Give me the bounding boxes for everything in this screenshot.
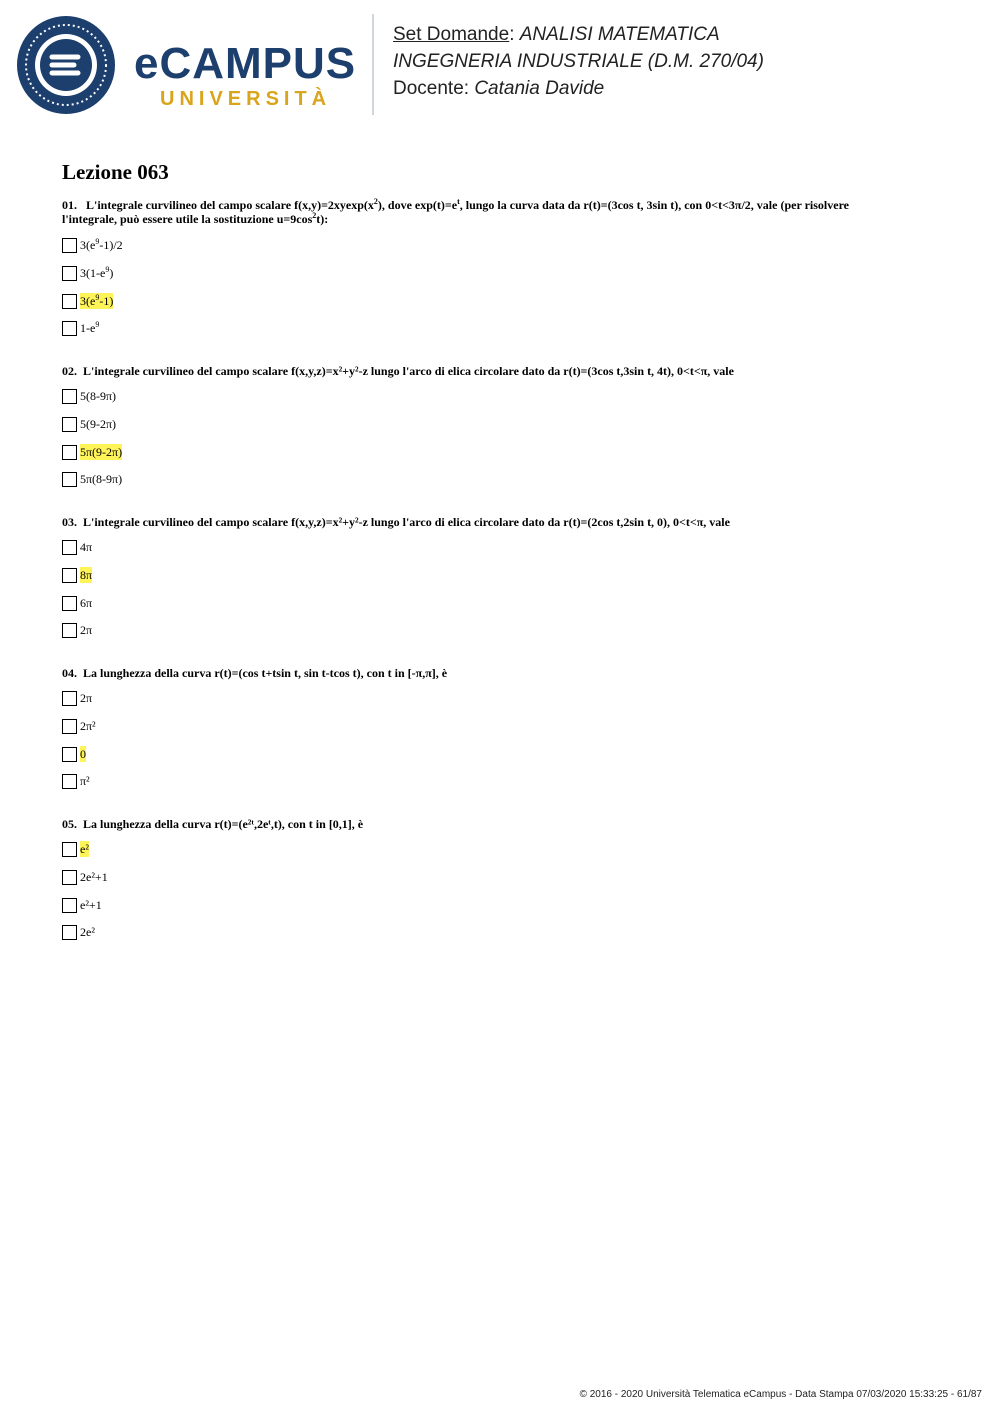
answer-checkbox[interactable] — [62, 445, 77, 460]
question-text: l'integrale, può essere utile la sostituzione u=9cos — [62, 212, 313, 226]
answer-checkbox[interactable] — [62, 294, 77, 309]
answer-option[interactable] — [62, 471, 122, 487]
question-01 — [62, 198, 942, 226]
question-number: 04. — [62, 666, 77, 680]
question-number: 01. — [62, 198, 77, 212]
question-number: 02. — [62, 364, 77, 378]
question-text: L'integrale curvilineo del campo scalare f(x,y,z)=x²+y²-z lungo l'arco di elica circolare dato da r(t)=(3cos t,3sin t, 4t), 0<t<π, vale — [83, 364, 734, 378]
superscript: 2 — [312, 211, 317, 220]
question-text: t): — [316, 212, 329, 226]
header-divider — [372, 14, 374, 115]
question-text: L'integrale curvilineo del campo scalare f(x,y)=2xyexp(x — [86, 198, 374, 212]
answer-option[interactable] — [62, 237, 123, 253]
answer-text: 6π — [80, 596, 93, 610]
answer-text-highlighted: 0 — [80, 747, 86, 761]
answer-text: 4π — [80, 540, 93, 554]
answer-checkbox[interactable] — [62, 238, 77, 253]
lesson-title: Lezione 063 — [62, 160, 169, 184]
course-subtitle: INGEGNERIA INDUSTRIALE (D.M. 270/04) — [393, 51, 764, 72]
answer-checkbox[interactable] — [62, 568, 77, 583]
answer-checkbox[interactable] — [62, 898, 77, 913]
answer-option[interactable] — [62, 897, 102, 913]
answer-option[interactable] — [62, 924, 95, 940]
answer-option[interactable] — [62, 539, 92, 555]
header-line-1 — [393, 21, 764, 48]
question-text: La lunghezza della curva r(t)=(cos t+tsin t, sin t-tcos t), con t in [-π,π], è — [83, 666, 448, 680]
answer-checkbox[interactable] — [62, 472, 77, 487]
ecampus-seal-logo — [16, 15, 116, 115]
answer-checkbox[interactable] — [62, 842, 77, 857]
answer-option-correct[interactable] — [62, 293, 113, 309]
answer-checkbox[interactable] — [62, 321, 77, 336]
answer-option[interactable] — [62, 595, 92, 611]
answer-text: π² — [80, 774, 90, 788]
answer-option-correct[interactable] — [62, 841, 89, 857]
answer-text-highlighted: 5π(9-2π) — [80, 445, 123, 459]
answer-option[interactable] — [62, 622, 92, 638]
teacher-name: Catania Davide — [474, 78, 605, 99]
answer-option[interactable] — [62, 320, 99, 336]
answer-checkbox[interactable] — [62, 691, 77, 706]
answer-text: 5(8-9π) — [80, 389, 117, 403]
answer-checkbox[interactable] — [62, 389, 77, 404]
teacher-label: Docente: — [393, 78, 475, 99]
answer-text: $1-e^9$ — [80, 320, 100, 335]
answer-option[interactable] — [62, 869, 108, 885]
answer-option[interactable] — [62, 388, 116, 404]
answer-text-highlighted: e² — [80, 842, 89, 856]
question-text: La lunghezza della curva r(t)=(e²ᵗ,2eᵗ,t), con t in [0,1], è — [83, 817, 364, 831]
question-04 — [62, 666, 942, 680]
question-05 — [62, 817, 942, 831]
answer-checkbox[interactable] — [62, 540, 77, 555]
answer-text: 2e²+1 — [80, 870, 108, 884]
answer-text: 5π(8-9π) — [80, 472, 123, 486]
answer-option-correct[interactable] — [62, 444, 122, 460]
header-line-2 — [393, 48, 764, 75]
answer-text: 5(9-2π) — [80, 417, 117, 431]
answer-text: 2π — [80, 691, 93, 705]
answer-checkbox[interactable] — [62, 596, 77, 611]
answer-text: e²+1 — [80, 898, 102, 912]
answer-text: 2π — [80, 623, 93, 637]
answer-checkbox[interactable] — [62, 417, 77, 432]
answer-option[interactable] — [62, 773, 90, 789]
answer-option[interactable] — [62, 718, 96, 734]
answer-text: 2π² — [80, 719, 96, 733]
answer-option[interactable] — [62, 265, 113, 281]
answer-checkbox[interactable] — [62, 870, 77, 885]
answer-text-highlighted: $3(e^9-1)$ — [80, 293, 114, 308]
answer-checkbox[interactable] — [62, 623, 77, 638]
answer-option[interactable] — [62, 690, 92, 706]
superscript: 2 — [373, 197, 378, 206]
question-02 — [62, 364, 942, 378]
course-title: ANALISI MATEMATICA — [519, 24, 720, 45]
set-domande-label: Set Domande — [393, 24, 510, 45]
answer-checkbox[interactable] — [62, 747, 77, 762]
answer-text: $3(e^9-1)/2$ — [80, 237, 123, 252]
answer-checkbox[interactable] — [62, 266, 77, 281]
header-line-3 — [393, 75, 764, 102]
question-number: 05. — [62, 817, 77, 831]
answer-option-correct[interactable] — [62, 746, 86, 762]
question-text: , lungo la curva data da r(t)=(3cos t, 3sin t), con 0<t<3π/2, vale (per risolvere — [459, 198, 850, 212]
answer-checkbox[interactable] — [62, 925, 77, 940]
question-text: ), dove exp(t)=e — [377, 198, 458, 212]
answer-text: 2e² — [80, 925, 95, 939]
answer-text-highlighted: 8π — [80, 568, 93, 582]
superscript: t — [457, 197, 460, 206]
page-footer: © 2016 - 2020 Università Telematica eCampus - Data Stampa 07/03/2020 15:33:25 - 61/87 — [579, 1389, 982, 1400]
document-header — [393, 21, 764, 102]
answer-checkbox[interactable] — [62, 774, 77, 789]
header-separator: : — [509, 24, 520, 45]
answer-option-correct[interactable] — [62, 567, 92, 583]
question-text: L'integrale curvilineo del campo scalare f(x,y,z)=x²+y²-z lungo l'arco di elica circolare dato da r(t)=(2cos t,2sin t, 0), 0<t<π, vale — [83, 515, 730, 529]
answer-checkbox[interactable] — [62, 719, 77, 734]
universita-wordmark: UNIVERSITÀ — [160, 88, 332, 110]
question-03 — [62, 515, 942, 529]
answer-text: $3(1-e^9)$ — [80, 265, 114, 280]
answer-option[interactable] — [62, 416, 116, 432]
question-number: 03. — [62, 515, 77, 529]
ecampus-wordmark: eCAMPUS — [134, 39, 357, 88]
